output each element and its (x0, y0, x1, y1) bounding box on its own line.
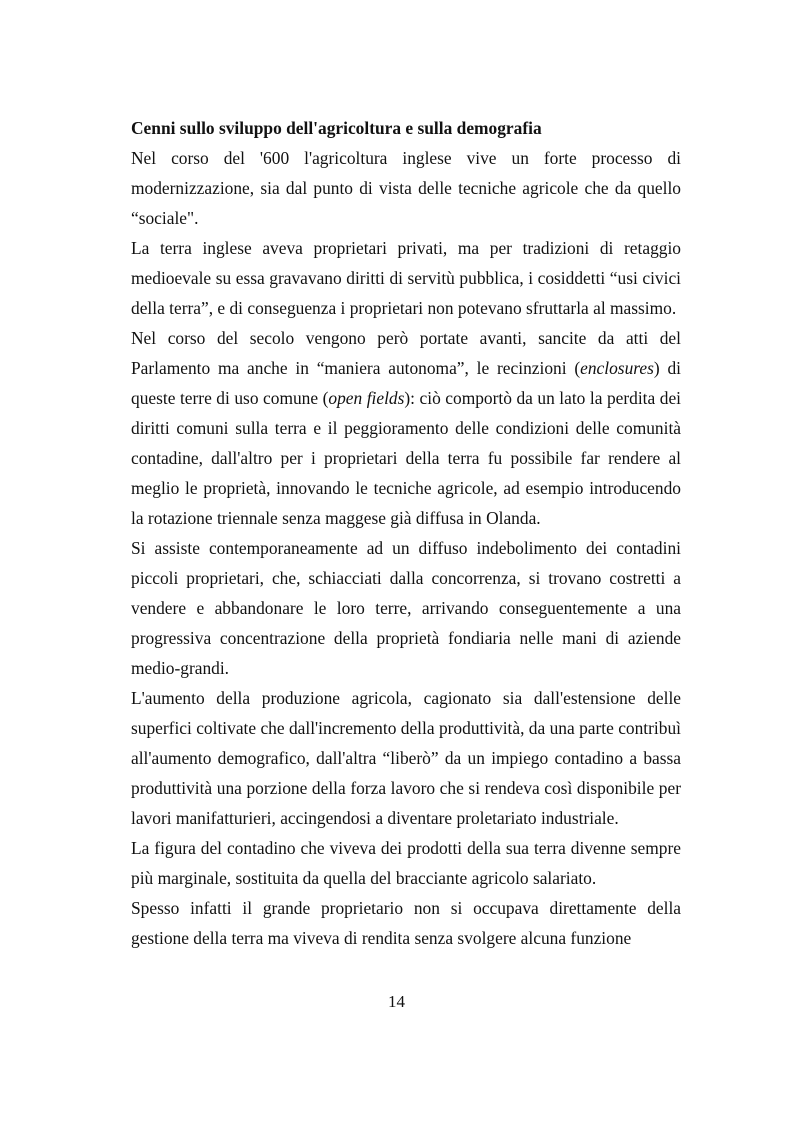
body-text (131, 113, 681, 953)
page-number: 14 (388, 992, 405, 1011)
italic-term: enclosures (580, 358, 654, 378)
paragraph (131, 683, 681, 833)
text-run: Spesso infatti il grande proprietario non si occupava direttamente della gestione della terra ma viveva di rendita senza svolgere alcuna funzione (131, 898, 681, 948)
text-run: La figura del contadino che viveva dei prodotti della sua terra divenne sempre più marginale, sostituita da quella del bracciante agricolo salariato. (131, 838, 681, 888)
paragraph (131, 533, 681, 683)
paragraph (131, 143, 681, 233)
text-run: ): ciò comportò da un lato la perdita dei diritti comuni sulla terra e il peggioramento delle condizioni delle comunità contadine, dall'altro per i proprietari della terra fu possibile far rendere al meglio le proprietà, innovando le tecniche agricole, ad esempio introducendo la rotazione triennale senza maggese già diffusa in Olanda. (131, 388, 681, 528)
paragraph (131, 893, 681, 953)
text-run: Nel corso del '600 l'agricoltura inglese vive un forte processo di modernizzazione, sia dal punto di vista delle tecniche agricole che da quello “sociale". (131, 148, 681, 228)
paragraph (131, 233, 681, 323)
text-run: La terra inglese aveva proprietari privati, ma per tradizioni di retaggio medioevale su essa gravavano diritti di servitù pubblica, i cosiddetti “usi civici della terra”, e di conseguenza i proprietari non potevano sfruttarla al massimo. (131, 238, 681, 318)
paragraph (131, 833, 681, 893)
paragraph-list (131, 143, 681, 953)
text-run: Si assiste contemporaneamente ad un diffuso indebolimento dei contadini piccoli proprietari, che, schiacciati dalla concorrenza, si trovano costretti a vendere e abbandonare le loro terre, arrivando conseguentemente a una progressiva concentrazione della proprietà fondiaria nelle mani di aziende medio-grandi. (131, 538, 681, 678)
text-run: Nel corso del secolo vengono però portate avanti, sancite da atti del Parlamento ma anche in “maniera autonoma”, le recinzioni ( (131, 328, 681, 378)
paragraph (131, 323, 681, 533)
text-run: ) di queste terre di uso comune ( (131, 358, 681, 408)
italic-term: open fields (328, 388, 405, 408)
text-run: L'aumento della produzione agricola, cagionato sia dall'estensione delle superfici coltivate che dall'incremento della produttività, da una parte contribuì all'aumento demografico, dall'altra “liberò” da un impiego contadino a bassa produttività una porzione della forza lavoro che si rendeva così disponibile per lavori manifatturieri, accingendosi a diventare proletariato industriale. (131, 688, 681, 828)
section-heading: Cenni sullo sviluppo dell'agricoltura e sulla demografia (131, 118, 542, 138)
